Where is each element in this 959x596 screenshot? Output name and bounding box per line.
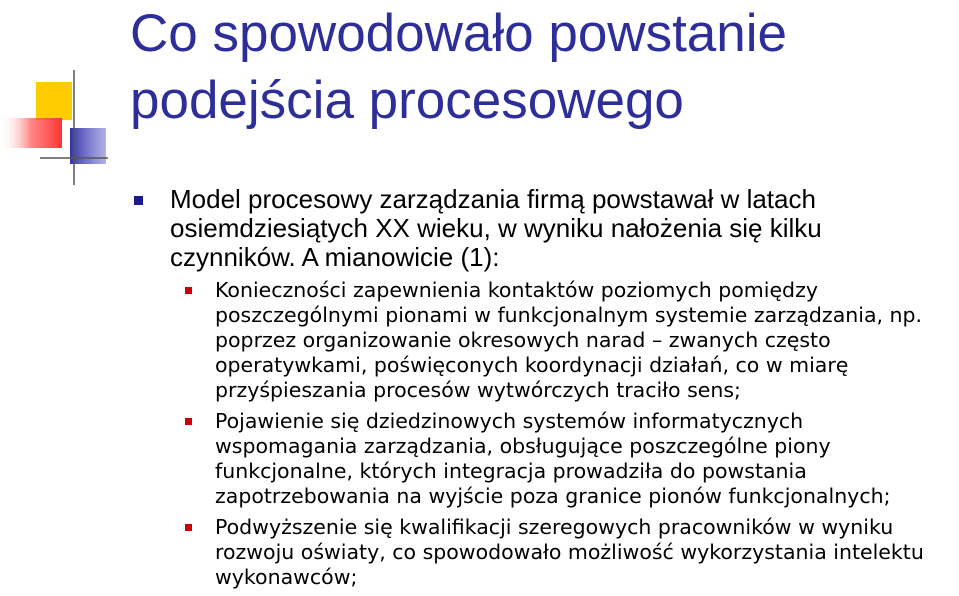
sub-bullet-text: Pojawienie się dziedzinowych systemów informatycznych wspomagania zarządzania, obsługujące poszczególne piony funkcjonalne, których integracja prowadziła do powstania zapotrzebowania na wyjście poza granice pionów funkcjonalnych; [215,409,891,508]
sub-bullet-text: Konieczności zapewnienia kontaktów poziomych pomiędzy poszczególnymi pionami w funkcjonalnym systemie zarządzania, np. poprzez organizowanie okresowych narad – zwanych często operatywkami, poświęconych koordynacji działań, co w miarę przyśpieszania procesów wytwórczych traciło sens; [215,278,923,402]
sub-bullet-list [130,278,950,590]
square-bullet-icon [134,196,143,205]
square-bullet-icon [185,287,192,294]
bullet-text: Model procesowy zarządzania firmą powstawał w latach osiemdziesiątych XX wieku, w wyniku nałożenia się kilku czynników. A mianowicie (1): [170,184,822,272]
sub-bullet-item [130,278,950,403]
square-bullet-icon [185,524,192,531]
sub-bullet-item [130,515,950,590]
colored-squares-logo [0,70,110,190]
slide-content [130,185,950,596]
sub-bullet-item [130,409,950,509]
square-bullet-icon [185,418,192,425]
sub-bullet-text: Podwyższenie się kwalifikacji szeregowych pracowników w wyniku rozwoju oświaty, co spowodowało możliwość wykorzystania intelektu wykonawców; [215,515,924,589]
bullet-item [130,185,950,272]
slide-title: Co spowodowało powstanie podejścia procesowego [130,4,788,130]
